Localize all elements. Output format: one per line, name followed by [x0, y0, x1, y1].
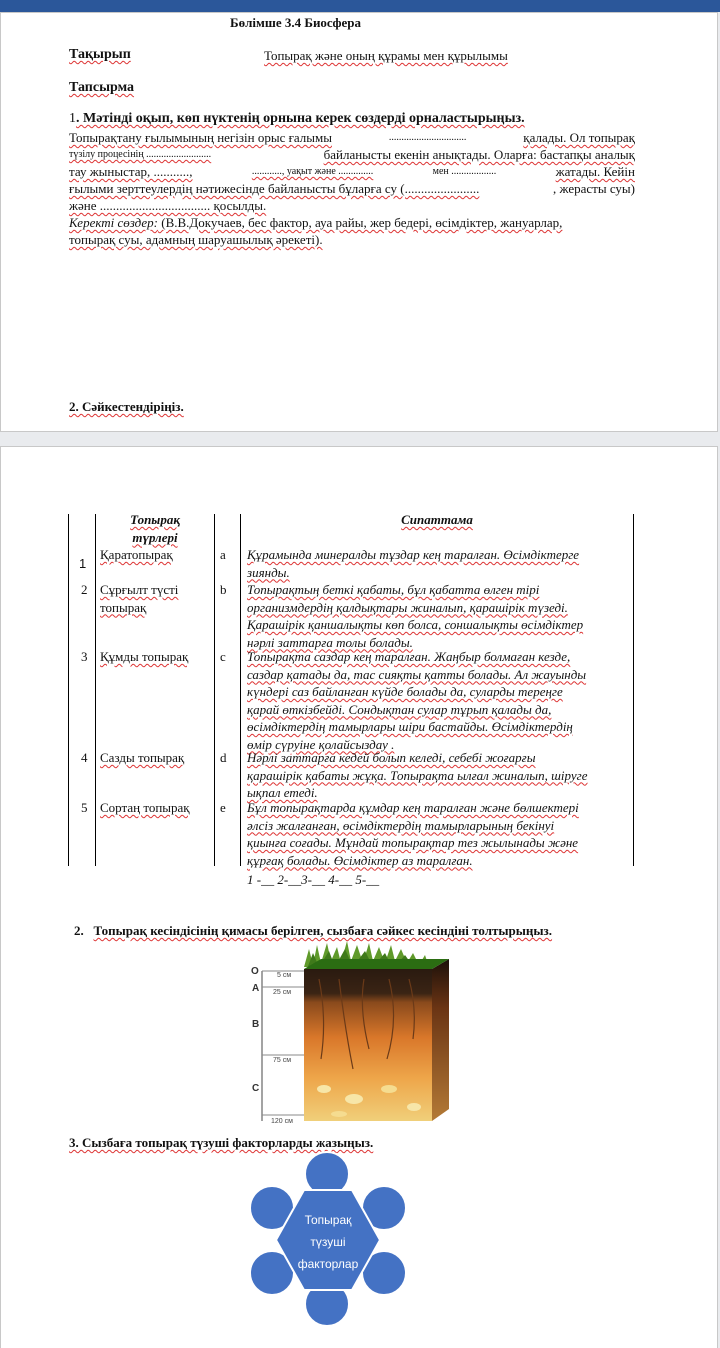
table-border: [68, 514, 69, 866]
paragraph-line: [69, 146, 635, 163]
window-title-bar: [0, 0, 720, 12]
desc-line: әлсіз жалғанған, өсімдіктердің тамырларының бекінуі: [247, 817, 555, 833]
text-run: Топырақтану ғылымының негізін орыс ғалымы: [69, 130, 332, 145]
row-number: 5: [81, 800, 88, 815]
soil-profile-svg: [249, 939, 461, 1127]
desc-line: қарай өткізбейді. Сондықтан сулар тұрып қалады да,: [247, 701, 552, 717]
horizon-a: A: [252, 983, 260, 994]
desc-line: қарашірік қабаты жұқа. Топырақта ылғал жиналып, шіруге: [247, 767, 588, 783]
text-run: жатады. Кейін: [555, 164, 635, 179]
desc-line: зиянды.: [247, 564, 290, 580]
soil-type: Сазды топырақ: [100, 750, 185, 765]
row-letter: e: [220, 800, 226, 815]
hint-words: (В.В.Докучаев, бес фактор, ауа райы, жер бедері, өсімдіктер, жануарлар,: [158, 215, 563, 230]
soil-description: [247, 799, 631, 869]
text-run: ............, уақыт және ..............: [251, 166, 374, 177]
soil-description: [247, 749, 631, 802]
document-page-2: [0, 446, 718, 1348]
col-header-desc: Сипаттама: [401, 512, 473, 527]
row-letter: b: [220, 582, 227, 597]
text-run: мен ..................: [432, 166, 497, 177]
soil-side-face: [432, 959, 449, 1121]
center-label-line: түзуші: [310, 1235, 346, 1249]
desc-line: Бұл топырақтарда құмдар кең таралған және бөлшектері: [247, 800, 579, 815]
soil-task-number: 2.: [74, 923, 84, 938]
soil-type: Қаратопырақ: [100, 547, 173, 562]
soil-description: [247, 546, 631, 581]
desc-line: организмдердің қалдықтары жиналып, қарашірік түзеді.: [247, 599, 568, 615]
horizon-c: C: [252, 1083, 260, 1094]
task2-title: 2. Сәйкестендіріңіз.: [69, 399, 184, 414]
text-run: ғылыми зерттеулердің нәтижесінде байланысты бұларға су (.......................: [69, 181, 480, 196]
task1-number: 1: [69, 111, 76, 126]
document-page-1: [0, 12, 718, 432]
blank: ...............................: [388, 132, 467, 143]
topic-label: Тақырып: [69, 47, 131, 62]
desc-line: Топырақтың беткі қабаты, бұл қабатта өлген тірі: [247, 582, 540, 597]
soil-description: [247, 581, 631, 651]
desc-line: ықпал етеді.: [247, 785, 318, 800]
row-letter: d: [220, 750, 227, 765]
desc-line: саздар қатады да, тас сияқты қатты болады. Ал жауынды: [247, 666, 587, 682]
topic-value: Топырақ және оның құрамы мен құрылымы: [264, 48, 508, 63]
row-number: 2: [81, 582, 88, 597]
task1-heading: [69, 111, 525, 127]
task-label: Тапсырма: [69, 80, 135, 95]
text-run: қалады. Ол топырақ: [523, 130, 635, 145]
hint-label: Керекті сөздер:: [69, 215, 159, 230]
paragraph-line: [69, 163, 635, 180]
header-text: түрлері: [132, 529, 178, 545]
soil-description: [247, 648, 631, 753]
task1-paragraph: [69, 129, 635, 248]
depth-label: 25 см: [273, 989, 292, 996]
soil-type: Құмды топырақ: [100, 649, 189, 664]
soil-task-title: Топырақ кесіндісінің қимасы берілген, сызбаға сәйкес кесіндіні толтырыңыз.: [93, 923, 553, 938]
hint-words-cont: топырақ суы, адамның шаруашылық әрекеті).: [69, 232, 323, 247]
desc-line: Қарашірік қаншалықты көп болса, соншалықты өсімдіктер: [247, 617, 584, 632]
answer-line: 1 -__ 2-__3-__ 4-__ 5-__: [247, 872, 380, 887]
col-header-types: [97, 511, 213, 546]
desc-line: өсімдіктердің тамырлары шіри бастайды. Өсімдіктердің: [247, 719, 573, 734]
center-label-line: Топырақ: [304, 1213, 352, 1227]
type-line: топырақ: [100, 599, 147, 615]
desc-line: қиынға соғады. Мұндай топырақтар тез жылынады және: [247, 835, 579, 850]
text-run: және .................................. қосылды.: [69, 198, 267, 213]
task1-title: . Мәтінді оқып, көп нүктенің орнына керек сөздерді орналастырыңыз.: [76, 111, 525, 126]
depth-label: 120 см: [271, 1118, 293, 1125]
factors-cluster-diagram: [245, 1151, 411, 1329]
desc-line: Құрамында минералды тұздар кең таралған. Өсімдіктерге: [247, 547, 580, 562]
depth-label: 75 см: [273, 1057, 292, 1064]
desc-line: нәрлі заттарға толы болады.: [247, 634, 413, 650]
task3-title: 3. Сызбаға топырақ түзуші факторларды жазыңыз.: [69, 1135, 374, 1150]
center-label: [274, 1209, 382, 1275]
soil-task-heading: [74, 923, 552, 939]
header-text: Топырақ: [130, 512, 180, 527]
horizon-b: B: [252, 1019, 260, 1030]
depth-label: 5 см: [277, 972, 292, 979]
text-run: тау жыныстар, ...........,: [69, 164, 193, 179]
paragraph-line: [69, 180, 635, 197]
desc-line: Топырақта саздар кең таралған. Жаңбыр болмаған кезде,: [247, 649, 571, 664]
row-letter: a: [220, 547, 226, 562]
text-run: түзілу процесінің ..........................: [69, 149, 212, 160]
text-run: , жерасты суы): [553, 181, 635, 196]
horizon-o: O: [251, 966, 259, 977]
center-label-line: факторлар: [297, 1257, 359, 1271]
table-border: [240, 514, 241, 866]
desc-line: құрғақ болады. Өсімдіктер аз таралған.: [247, 852, 473, 868]
paragraph-line: [69, 197, 635, 214]
table-border: [633, 514, 634, 866]
text-run: байланысты екенін анықтады. Оларға: бастапқы аналық: [323, 147, 635, 162]
soil-profile-diagram: [249, 939, 461, 1127]
soil-type: [100, 581, 178, 616]
section-title: Бөлімше 3.4 Биосфера: [230, 15, 362, 30]
table-border: [214, 514, 215, 866]
desc-line: Нәрлі заттарға кедей болып келеді, себебі жоғарғы: [247, 750, 536, 765]
table-border: [95, 514, 96, 866]
soil-type: Сортаң топырақ: [100, 800, 190, 815]
row-letter: c: [220, 649, 226, 664]
type-line: Сұрғылт түсті: [100, 582, 179, 597]
row-number: 4: [81, 750, 88, 765]
row-number: 3: [81, 649, 88, 664]
hint-line: [69, 214, 635, 231]
desc-line: өмір сүруіне қолайсыздау .: [247, 736, 395, 752]
hint-line: [69, 231, 635, 248]
desc-line: күндері саз байланған күйде болады да, суларды тереңге: [247, 684, 563, 699]
row-number: 1: [79, 556, 87, 571]
paragraph-line: [69, 129, 635, 146]
